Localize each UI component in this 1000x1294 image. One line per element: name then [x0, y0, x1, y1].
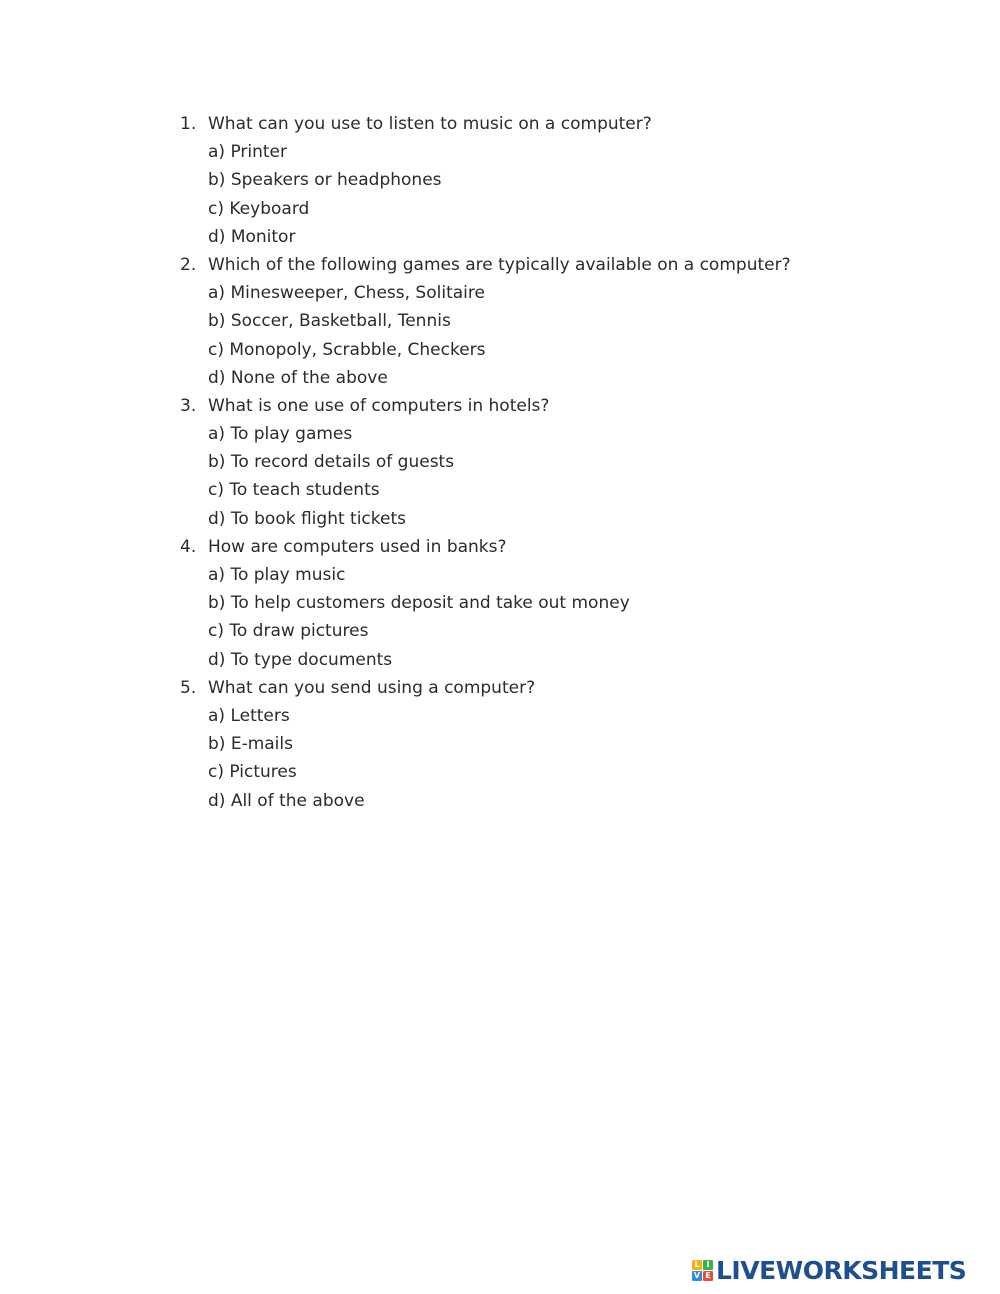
answer-option: a) To play music — [208, 565, 346, 585]
logo-letter: L — [692, 1260, 702, 1270]
brand-name: LIVEWORKSHEETS — [716, 1255, 967, 1285]
question-stem — [180, 392, 820, 420]
question-number: 3. — [180, 395, 197, 416]
question-text: What can you send using a computer? — [208, 677, 536, 698]
answer-option: b) Speakers or headphones — [208, 170, 442, 191]
question-5 — [180, 674, 820, 815]
answer-option: a) Minesweeper, Chess, Solitaire — [208, 283, 485, 304]
answer-option: d) To type documents — [208, 649, 393, 670]
question-number: 1. — [180, 114, 197, 134]
answer-option: c) Pictures — [208, 762, 297, 783]
question-number: 2. — [180, 254, 197, 275]
answer-option: a) Letters — [208, 705, 290, 726]
logo-mark-icon — [692, 1260, 713, 1281]
question-stem — [180, 533, 820, 561]
question-3 — [180, 392, 820, 533]
question-number: 5. — [180, 677, 197, 698]
answer-option: c) Keyboard — [208, 198, 310, 219]
question-text: What can you use to listen to music on a computer? — [208, 114, 652, 134]
logo-letter: V — [693, 1270, 701, 1280]
question-4 — [180, 533, 820, 674]
answer-option: b) Soccer, Basketball, Tennis — [208, 311, 451, 332]
answer-option: b) To record details of guests — [208, 452, 455, 473]
question-stem — [180, 110, 820, 138]
answer-option: d) None of the above — [208, 367, 388, 388]
answer-option: a) Printer — [208, 142, 288, 163]
question-stem — [180, 674, 820, 702]
question-text: Which of the following games are typically available on a computer? — [208, 254, 791, 275]
logo-letter: I — [703, 1260, 713, 1270]
answer-option: c) To teach students — [208, 480, 380, 501]
answer-option: d) Monitor — [208, 226, 296, 247]
answer-option: c) To draw pictures — [208, 621, 369, 642]
question-number: 4. — [180, 536, 197, 557]
answer-option: b) E-mails — [208, 734, 293, 755]
logo-letter: E — [703, 1271, 713, 1281]
question-stem — [180, 251, 820, 279]
answer-option: d) All of the above — [208, 790, 365, 811]
question-2 — [180, 251, 820, 392]
answer-option: a) To play games — [208, 424, 353, 445]
answer-option: b) To help customers deposit and take out money — [208, 593, 630, 614]
answer-option: c) Monopoly, Scrabble, Checkers — [208, 339, 486, 360]
question-1 — [180, 110, 820, 251]
liveworksheets-logo — [692, 1254, 966, 1286]
question-text: What is one use of computers in hotels? — [208, 395, 550, 416]
quiz-list — [180, 110, 820, 815]
question-text: How are computers used in banks? — [208, 536, 507, 557]
answer-option: d) To book flight tickets — [208, 508, 406, 529]
